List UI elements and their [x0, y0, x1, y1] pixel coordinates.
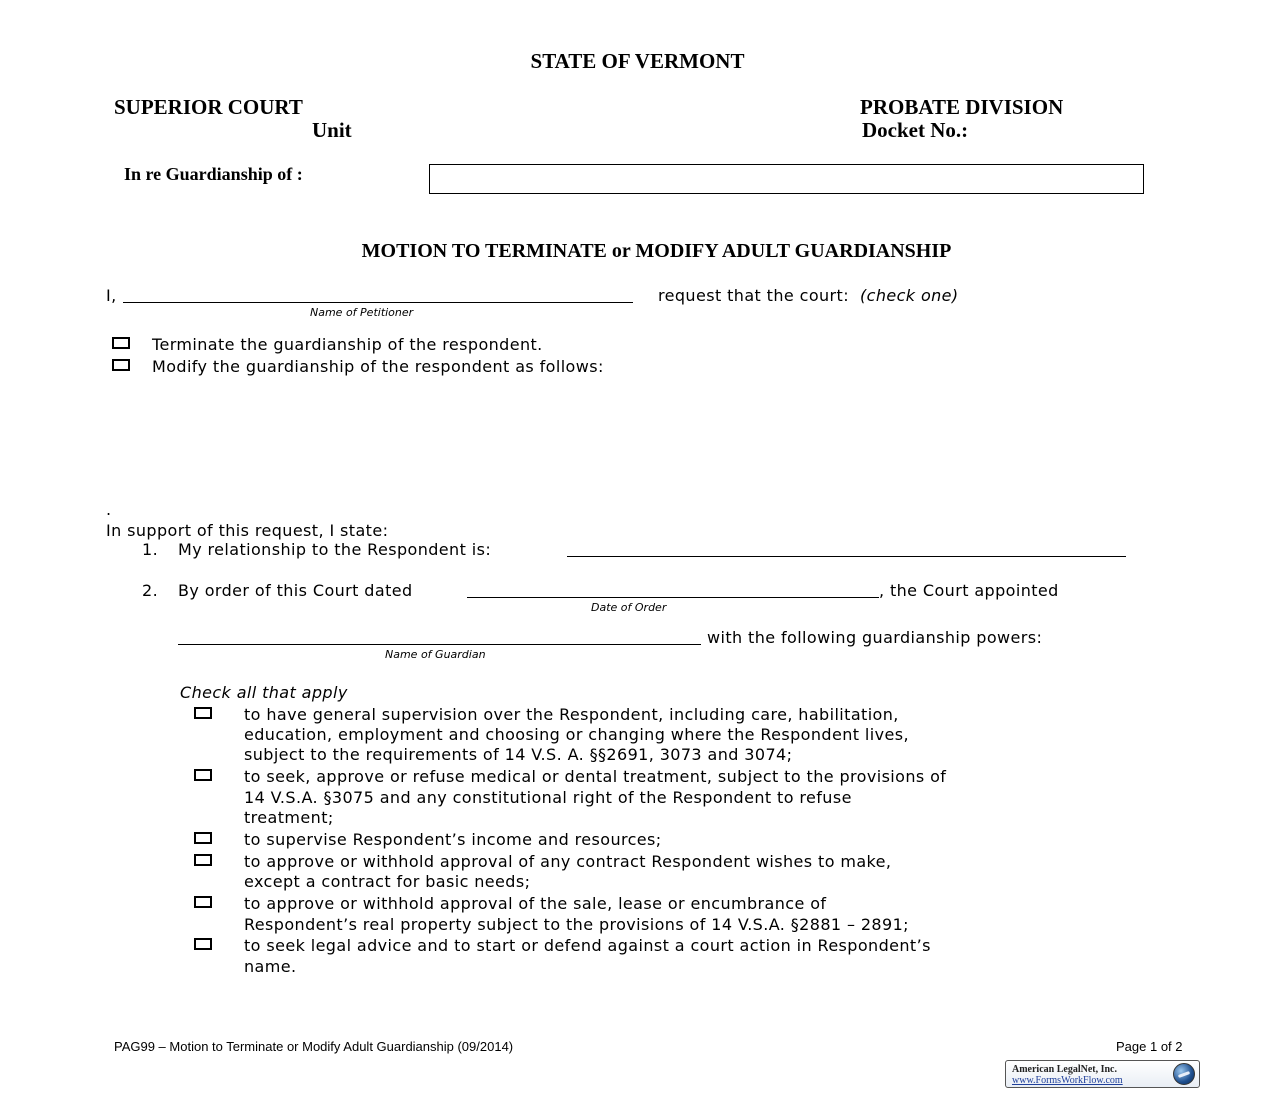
power-checkbox-legal[interactable]	[194, 938, 212, 950]
petitioner-prefix: I,	[106, 286, 117, 305]
power-supervision-line: education, employment and choosing or changing where the Respondent lives,	[244, 725, 909, 744]
power-checkbox-contract[interactable]	[194, 854, 212, 866]
check-one-note: (check one)	[859, 286, 959, 305]
page-number: Page 1 of 2	[1116, 1039, 1183, 1054]
court-name: SUPERIOR COURT	[114, 95, 303, 119]
order-date-label: By order of this Court dated	[178, 581, 413, 600]
power-property-line: to approve or withhold approval of the sale, lease or encumbrance of	[244, 894, 827, 913]
date-of-order-caption: Date of Order	[591, 601, 667, 614]
power-medical-line: 14 V.S.A. §3075 and any constitutional right of the Respondent to refuse	[244, 788, 852, 807]
state-heading: STATE OF VERMONT	[530, 49, 745, 73]
terminate-option-label: Terminate the guardianship of the respondent.	[152, 335, 543, 354]
guardian-caption: Name of Guardian	[385, 648, 486, 661]
item-1-number: 1.	[142, 540, 159, 559]
stray-period: .	[106, 500, 112, 519]
support-intro: In support of this request, I state:	[106, 521, 389, 540]
power-supervision-line: to have general supervision over the Respondent, including care, habilitation,	[244, 705, 899, 724]
in-re-label: In re Guardianship of :	[124, 164, 303, 184]
court-appointed-text: , the Court appointed	[879, 581, 1059, 600]
logo-company-name: American LegalNet, Inc.	[1012, 1064, 1117, 1075]
order-date-field[interactable]	[467, 597, 879, 598]
logo-url-link[interactable]: www.FormsWorkFlow.com	[1012, 1075, 1123, 1086]
terminate-checkbox[interactable]	[112, 337, 130, 349]
globe-icon	[1173, 1063, 1195, 1085]
form-title: MOTION TO TERMINATE or MODIFY ADULT GUARDIANSHIP	[361, 240, 952, 262]
power-checkbox-supervision[interactable]	[194, 707, 212, 719]
relationship-field[interactable]	[567, 556, 1126, 557]
request-text	[658, 286, 959, 305]
power-contract-line: to approve or withhold approval of any contract Respondent wishes to make,	[244, 852, 892, 871]
guardian-name-field[interactable]	[178, 644, 701, 645]
form-id: PAG99 – Motion to Terminate or Modify Adult Guardianship (09/2014)	[114, 1039, 514, 1054]
power-medical-line: treatment;	[244, 808, 334, 827]
guardianship-of-field[interactable]	[429, 164, 1144, 194]
court-unit-label: Unit	[312, 118, 352, 142]
petitioner-caption: Name of Petitioner	[310, 306, 414, 319]
american-legalnet-logo[interactable]	[1005, 1060, 1200, 1088]
power-legal-line: to seek legal advice and to start or defend against a court action in Respondent’s	[244, 936, 931, 955]
modify-option-label: Modify the guardianship of the respondent as follows:	[152, 357, 604, 376]
power-contract-line: except a contract for basic needs;	[244, 872, 531, 891]
power-medical-line: to seek, approve or refuse medical or dental treatment, subject to the provisions of	[244, 767, 947, 786]
item-2-number: 2.	[142, 581, 159, 600]
power-supervision-line: subject to the requirements of 14 V.S. A. §§2691, 3073 and 3074;	[244, 745, 793, 764]
petitioner-name-field[interactable]	[123, 302, 633, 303]
docket-label: Docket No.:	[862, 118, 969, 142]
power-checkbox-property[interactable]	[194, 896, 212, 908]
power-legal-line: name.	[244, 957, 297, 976]
power-property-line: Respondent’s real property subject to the provisions of 14 V.S.A. §2881 – 2891;	[244, 915, 909, 934]
check-all-note: Check all that apply	[180, 683, 348, 702]
power-checkbox-medical[interactable]	[194, 769, 212, 781]
powers-intro: with the following guardianship powers:	[707, 628, 1043, 647]
modify-checkbox[interactable]	[112, 359, 130, 371]
division-name: PROBATE DIVISION	[860, 95, 1064, 119]
relationship-label: My relationship to the Respondent is:	[178, 540, 492, 559]
request-label: request that the court:	[658, 286, 849, 305]
power-checkbox-income[interactable]	[194, 832, 212, 844]
power-income-line: to supervise Respondent’s income and resources;	[244, 830, 662, 849]
